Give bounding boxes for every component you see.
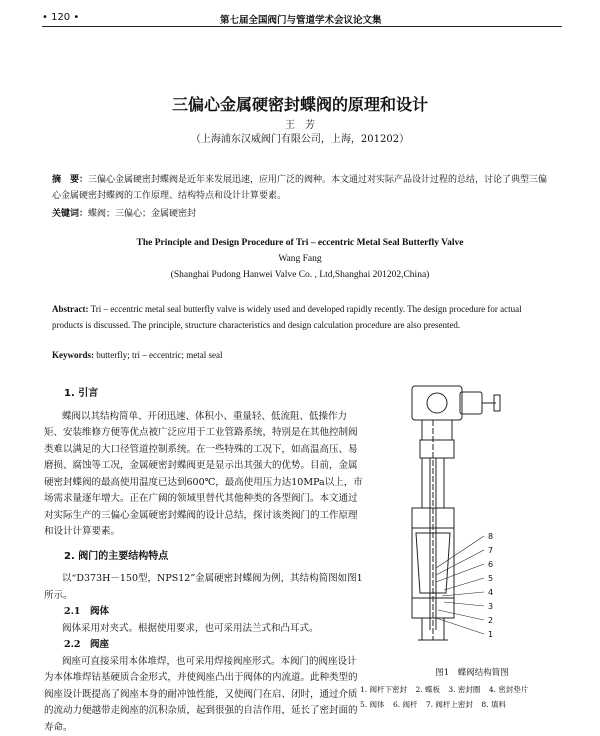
callout-8: 8	[488, 532, 493, 541]
callout-2: 2	[488, 616, 493, 625]
affiliation-cn: （上海浦东汉威阀门有限公司，上海，201202）	[0, 130, 600, 145]
packing-gland	[420, 440, 454, 458]
legend-item: 1. 阀杆下密封	[360, 685, 407, 694]
body-left-column	[44, 384, 364, 736]
paper-title-en: The Principle and Design Procedure of Tri – eccentric Metal Seal Butterfly Valve	[0, 238, 600, 248]
leader-3	[444, 602, 484, 606]
legend-item: 2. 蝶板	[415, 685, 440, 694]
legend-item: 8. 填料	[481, 700, 506, 709]
callout-6: 6	[488, 560, 493, 569]
callout-1: 1	[488, 630, 493, 639]
subsection-2-2-body: 阀座可直接采用本体堆焊，也可采用焊接阀座形式。本阀门的阀座设计为本体堆焊钴基硬质合金形式，并使阀座凸出于阀体的内流道。此种类型的阀座设计既提高了阀座本身的耐冲蚀性能，又使阀门在启、闭时，通过介质的流动力便越带走阀座的沉积杂质，起到很强的自洁作用，延长了密封面的寿命。	[44, 654, 364, 736]
abstract-cn	[52, 172, 552, 204]
keywords-en-label: Keywords:	[52, 350, 94, 360]
legend-item: 4. 密封垫片	[489, 685, 529, 694]
valve-drawing	[372, 378, 572, 658]
keywords-cn-label: 关键词：	[52, 209, 88, 219]
figure-legend	[360, 682, 590, 712]
valve-structure-figure	[372, 378, 572, 658]
callout-3: 3	[488, 602, 493, 611]
figure-caption: 图1 蝶阀结构简图	[372, 666, 572, 678]
callout-7: 7	[488, 546, 493, 555]
leader-8	[436, 536, 484, 568]
gearbox-body	[412, 386, 462, 420]
section-1-body: 蝶阀以其结构简单、开闭迅速、体积小、重量轻、低流阻、低操作力矩、安装维修方便等优点被广泛应用于工业管路系统，特别是在其他控制阀类难以满足的大口径管道控制系统。在一些特殊的工况下，如高温高压、易磨损、腐蚀等工况，金属硬密封蝶阀更是显示出其强大的优势。目前，金属硬密封蝶阀的最高使用温度已达到600℃，最高使用压力达10MPa以上，市场需求量逐年增大。正在广阔的领域里替代其他种类的各型阀门。本文通过对实际生产的三偏心金属硬密封蝶阀的设计总结，探讨该类阀门的工作原理和设计计算要素。	[44, 409, 364, 541]
keywords-en	[52, 350, 552, 360]
keywords-en-text: butterfly; tri – eccentric; metal seal	[94, 350, 222, 360]
section-1-heading: 1. 引言	[64, 386, 364, 403]
handwheel-box	[460, 392, 482, 414]
running-head	[42, 8, 562, 28]
section-2-heading: 2. 阀门的主要结构特点	[64, 549, 364, 566]
abstract-en-label: Abstract:	[52, 304, 89, 314]
legend-item: 7. 阀杆上密封	[426, 700, 473, 709]
subsection-2-1-heading: 2.1 阀体	[64, 604, 364, 621]
subsection-2-1-body: 阀体采用对夹式。根据使用要求，也可采用法兰式和凸耳式。	[44, 621, 364, 638]
header-rule	[42, 26, 562, 27]
legend-item: 3. 密封圈	[448, 685, 480, 694]
gearbox-wheel	[427, 393, 447, 413]
author-cn: 王 芳	[0, 116, 600, 131]
abstract-en	[52, 302, 554, 333]
legend-item: 6. 阀杆	[393, 700, 418, 709]
callout-5: 5	[488, 574, 493, 583]
section-2-intro: 以“D373H－150型，NPS12”金属硬密封蝶阀为例，其结构简图如图1所示。	[44, 571, 364, 604]
paper-title-cn: 三偏心金属硬密封蝶阀的原理和设计	[0, 92, 600, 115]
author-en: Wang Fang	[0, 254, 600, 264]
leader-6	[436, 564, 484, 582]
leader-4	[442, 592, 484, 596]
journal-title: 第七届全国阀门与管道学术会议论文集	[220, 12, 382, 26]
leader-1	[436, 618, 484, 634]
affiliation-en: (Shanghai Pudong Hanwei Valve Co. , Ltd,Shanghai 201202,China)	[0, 270, 600, 280]
callout-4: 4	[488, 588, 493, 597]
page-number: • 120 •	[42, 12, 79, 23]
keywords-cn-text: 蝶阀；三偏心；金属硬密封	[88, 209, 196, 219]
leader-5	[444, 578, 484, 590]
keywords-cn	[52, 206, 552, 219]
abstract-cn-text: 三偏心金属硬密封蝶阀是近年来发展迅速，应用广泛的阀种。本文通过对实际产品设计过程的总结，讨论了典型三偏心金属硬密封蝶阀的工作原理、结构特点和设计计算要素。	[52, 175, 547, 201]
abstract-cn-label: 摘 要：	[52, 175, 88, 185]
legend-item: 5. 阀体	[360, 700, 385, 709]
leader-7	[436, 550, 484, 575]
mounting-bracket	[422, 420, 452, 440]
abstract-en-text: Tri – eccentric metal seal butterfly valve is widely used and developed rapidly recently. The design procedure for actual products is discussed. The principle, structure characteristics and design calculation procedure are also presented.	[52, 304, 522, 330]
subsection-2-2-heading: 2.2 阀座	[64, 637, 364, 654]
